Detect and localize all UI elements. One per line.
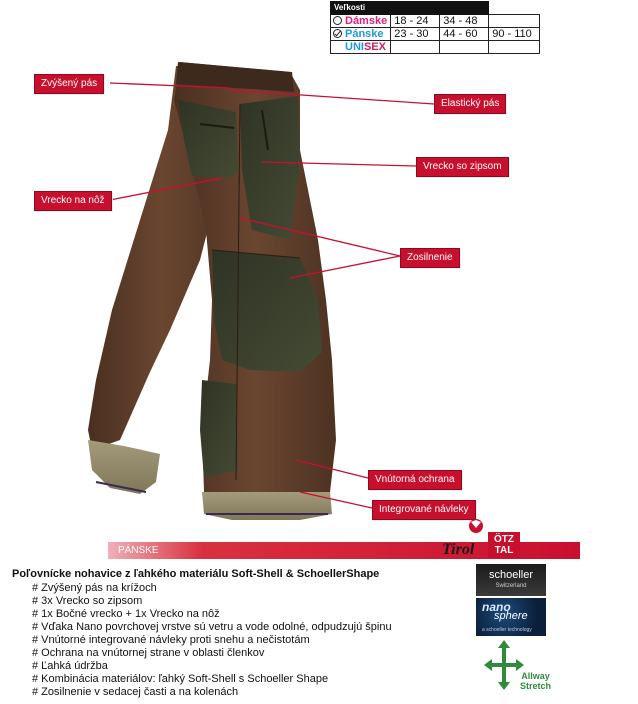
callout-elasticky-pas: Elastický pás xyxy=(434,94,506,114)
size-label-panske: Pánske xyxy=(331,28,391,41)
feature-item: # 1x Bočné vrecko + 1x Vrecko na nôž xyxy=(32,608,220,620)
feature-list xyxy=(32,582,392,699)
callout-vrecko-so-zipsom: Vrecko so zipsom xyxy=(416,157,509,177)
allway-stretch-label: Allway Stretch xyxy=(520,671,552,691)
section-bar-panske: PÁNSKE xyxy=(108,542,580,559)
size-value: 44 - 60 xyxy=(440,28,489,41)
allway-stretch-arrows-icon xyxy=(484,640,524,690)
size-value: 23 - 30 xyxy=(391,28,440,41)
feature-item: # 3x Vrecko so zipsom xyxy=(32,595,143,607)
size-label-unisex: UNISEX xyxy=(331,41,391,54)
size-value: 34 - 48 xyxy=(440,15,489,28)
feature-item: # Zosilnenie v sedacej časti a na kolenách xyxy=(32,686,239,698)
otztal-logo: ÖTZ TAL xyxy=(488,532,520,558)
feature-item: # Ľahká údržba xyxy=(32,660,108,672)
size-value: 18 - 24 xyxy=(391,15,440,28)
tirol-logo-text: Tirol xyxy=(442,541,475,558)
callout-vrecko-na-noz: Vrecko na nôž xyxy=(34,191,112,211)
callout-zosilnenie: Zosilnenie xyxy=(400,248,460,268)
feature-item: # Ochrana na vnútornej strane v oblasti členkov xyxy=(32,647,265,659)
callout-integrovane-navleky: Integrované návleky xyxy=(372,500,476,520)
nanosphere-logo: nano sphere a schoeller technology xyxy=(476,598,546,636)
tirol-logo xyxy=(440,516,490,560)
feature-item: # Vnútorné integrované návleky proti snehu a nečistotám xyxy=(32,634,310,646)
size-table-header: Veľkosti xyxy=(331,2,489,15)
size-value: 90 - 110 xyxy=(489,28,540,41)
schoeller-logo: schoeller Switzerland xyxy=(476,564,546,596)
feature-item: # Vďaka Nano povrchovej vrstve sú vetru a vode odolné, odpudzujú špinu xyxy=(32,621,392,633)
feature-item: # Kombinácia materiálov: ľahký Soft-Shell s Schoeller Shape xyxy=(32,673,329,685)
product-title: Poľovnícke nohavice z ľahkého materiálu Soft-Shell & SchoellerShape xyxy=(12,568,380,580)
callout-zvyseny-pas: Zvýšený pás xyxy=(34,74,104,94)
callout-vnutorna-ochrana: Vnútorná ochrana xyxy=(368,470,462,490)
size-label-damske: Dámske xyxy=(331,15,391,28)
feature-item: # Zvýšený pás na krížoch xyxy=(32,582,157,594)
